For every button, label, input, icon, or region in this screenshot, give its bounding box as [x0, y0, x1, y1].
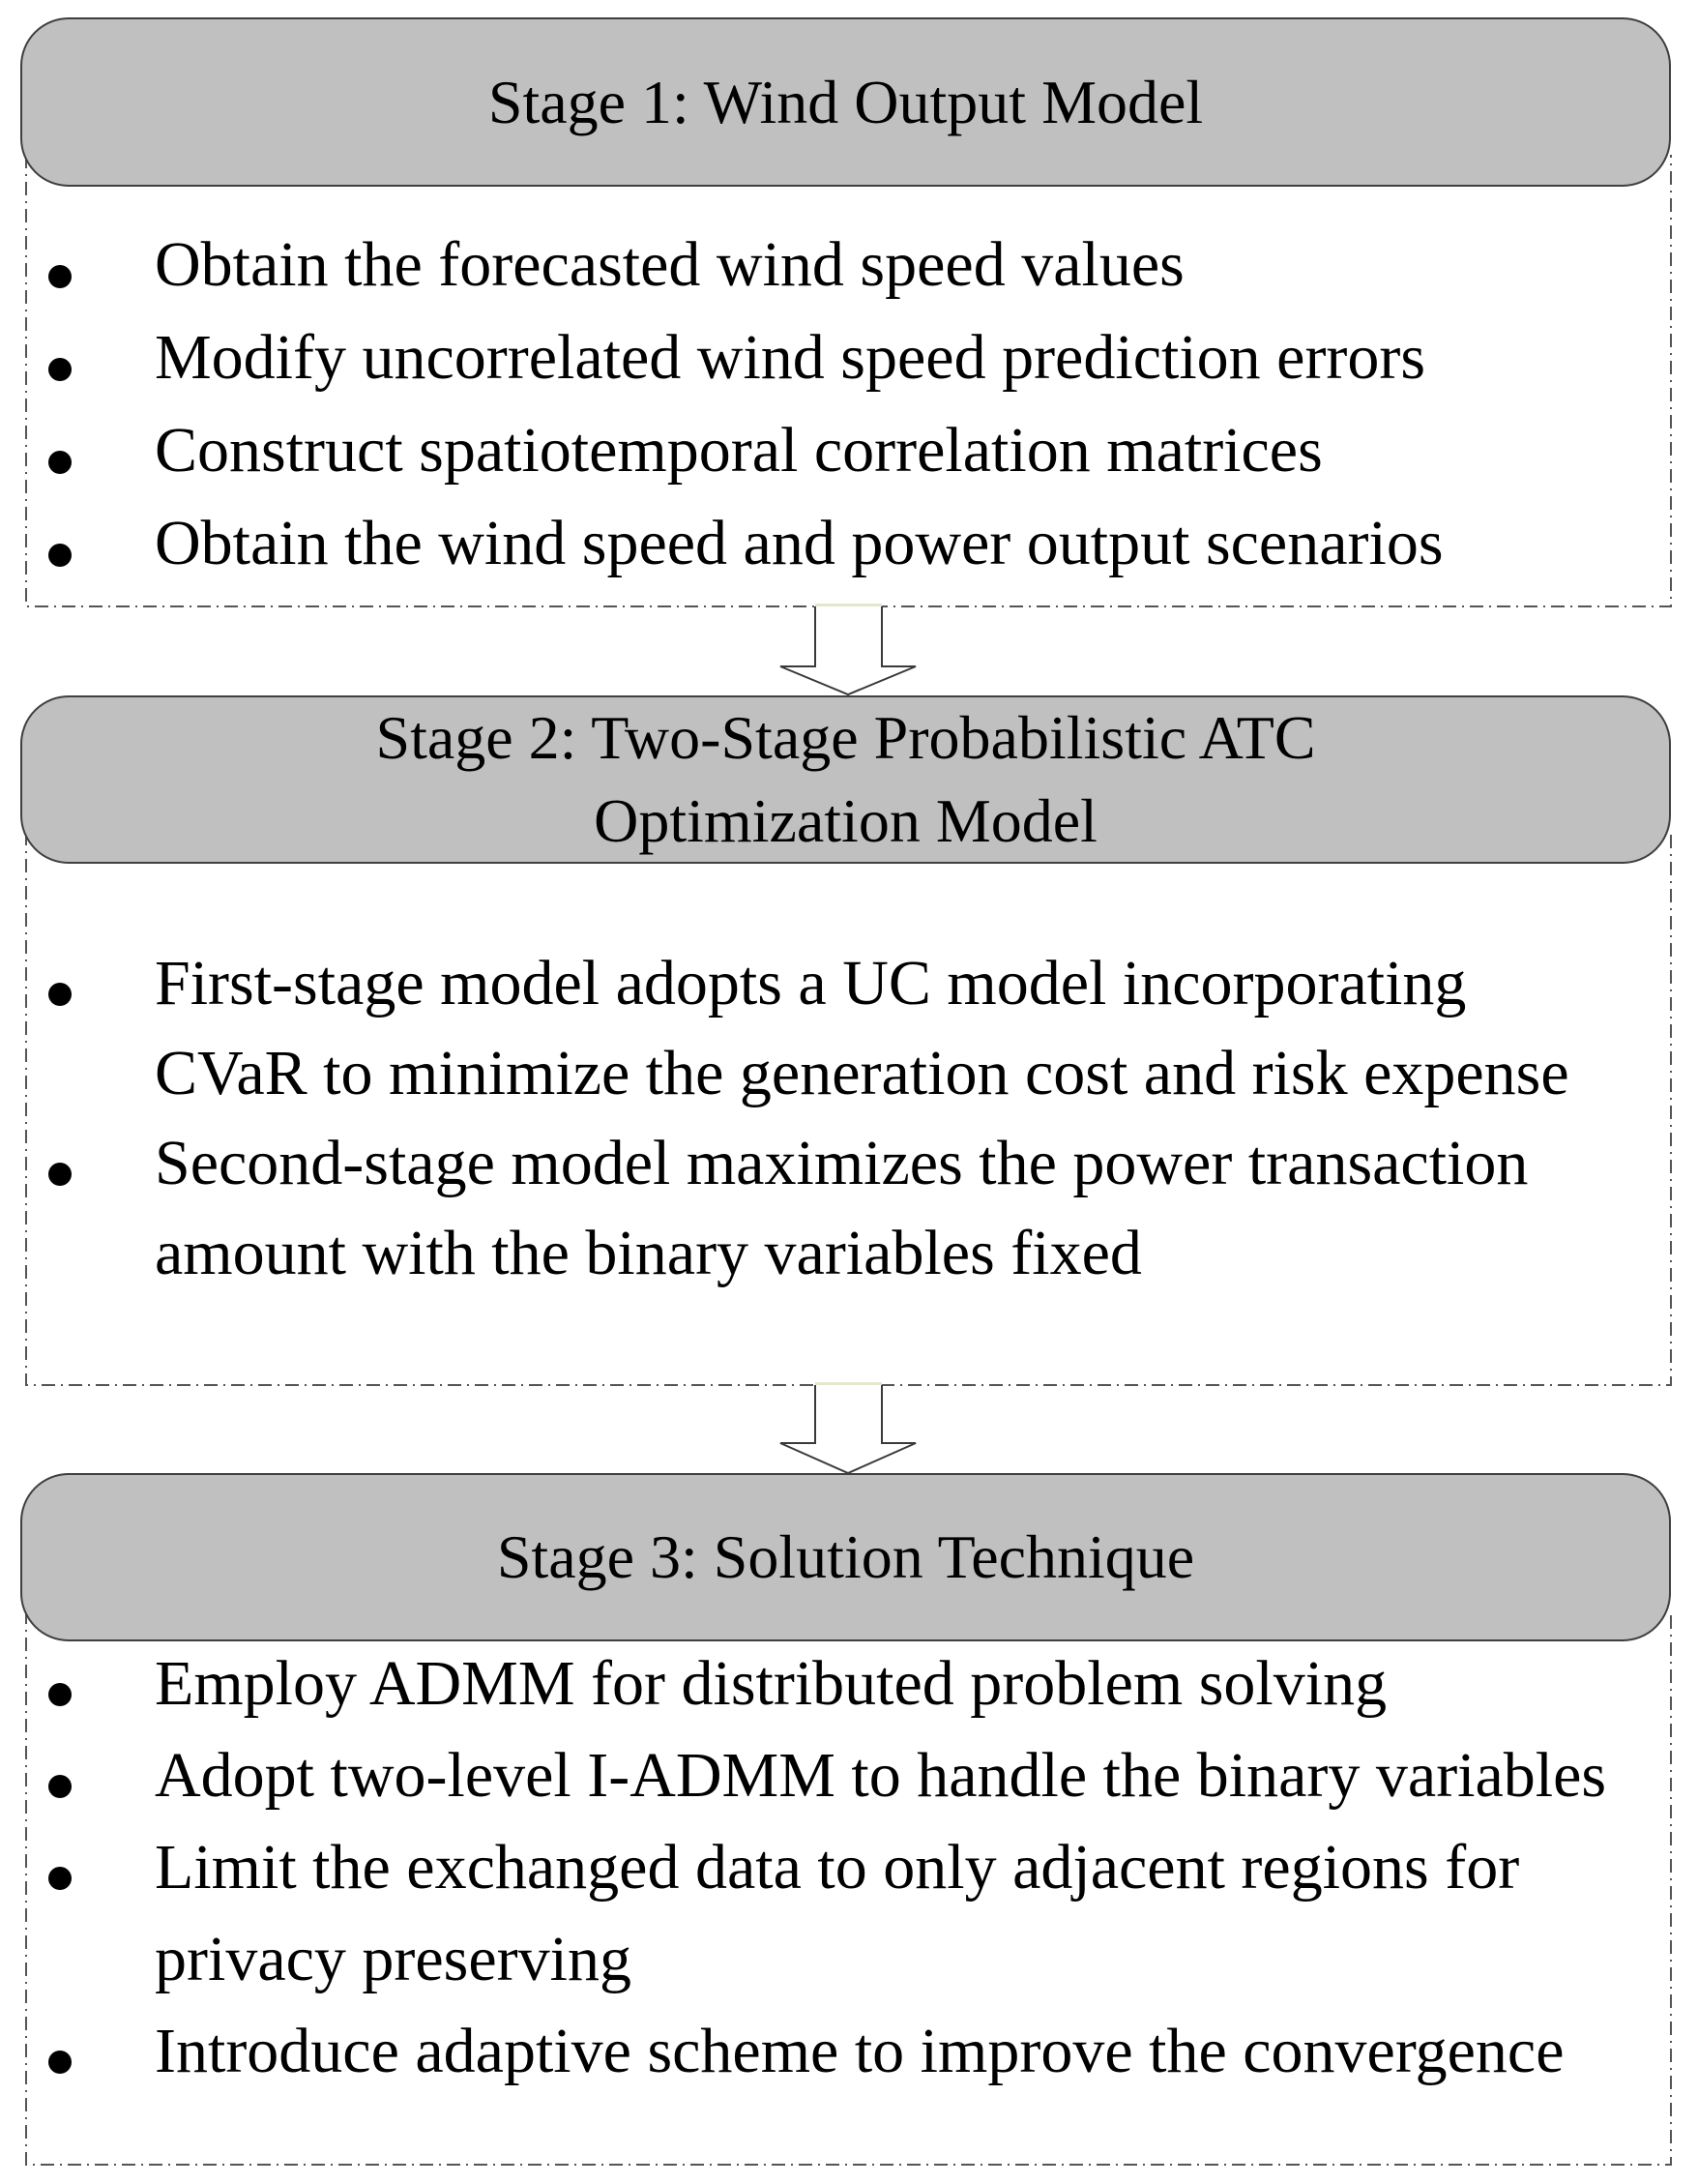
list-item-text: Employ ADMM for distributed problem solving: [155, 1648, 1388, 1719]
list-item-text: Modify uncorrelated wind speed prediction errors: [155, 322, 1426, 393]
stage-2-title-line-2: Optimization Model: [594, 786, 1098, 855]
list-item: [0, 404, 1698, 497]
stage-2-list: [0, 938, 1698, 1298]
list-item: [0, 938, 1698, 1118]
bullet-icon: [48, 983, 72, 1006]
list-item-text: Second-stage model maximizes the power transaction: [155, 1128, 1529, 1198]
list-item: [0, 1821, 1698, 2005]
stage-1-header: [20, 17, 1671, 187]
stage-3-title: Stage 3: Solution Technique: [496, 1522, 1195, 1591]
list-item: [0, 311, 1698, 404]
stage-3-header: [20, 1473, 1671, 1641]
list-item: [0, 219, 1698, 311]
list-item-text-continued: privacy preserving: [155, 1924, 631, 1994]
list-item: [0, 1729, 1698, 1821]
stage-2-title-line-1: Stage 2: Two-Stage Probabilistic ATC: [375, 703, 1316, 772]
bullet-icon: [48, 1867, 72, 1890]
bullet-icon: [48, 544, 72, 567]
list-item-text: Construct spatiotemporal correlation matrices: [155, 415, 1323, 486]
list-item: [0, 497, 1698, 590]
stage-3-list: [0, 1638, 1698, 2097]
list-item-text: Adopt two-level I-ADMM to handle the binary variables: [155, 1740, 1607, 1811]
list-item-text: Obtain the wind speed and power output scenarios: [155, 508, 1444, 578]
bullet-icon: [48, 265, 72, 288]
list-item-text: Limit the exchanged data to only adjacent regions for: [155, 1832, 1520, 1903]
bullet-icon: [48, 358, 72, 381]
bullet-icon: [48, 1683, 72, 1706]
list-item-text: Introduce adaptive scheme to improve the convergence: [155, 2016, 1565, 2086]
bullet-icon: [48, 451, 72, 474]
stage-1-list: [0, 219, 1698, 590]
list-item: [0, 1118, 1698, 1298]
bullet-icon: [48, 1163, 72, 1186]
stage-2-header: [20, 695, 1671, 864]
bullet-icon: [48, 2051, 72, 2074]
down-arrow-icon: [780, 604, 916, 694]
list-item: [0, 1638, 1698, 1729]
list-item-text-continued: CVaR to minimize the generation cost and risk expense: [155, 1038, 1569, 1108]
list-item-text: Obtain the forecasted wind speed values: [155, 229, 1185, 300]
stage-1-title: Stage 1: Wind Output Model: [487, 67, 1204, 136]
list-item-text-continued: amount with the binary variables fixed: [155, 1218, 1142, 1288]
bullet-icon: [48, 1775, 72, 1798]
list-item: [0, 2005, 1698, 2097]
list-item-text: First-stage model adopts a UC model incorporating: [155, 948, 1467, 1018]
down-arrow-icon: [780, 1382, 916, 1473]
